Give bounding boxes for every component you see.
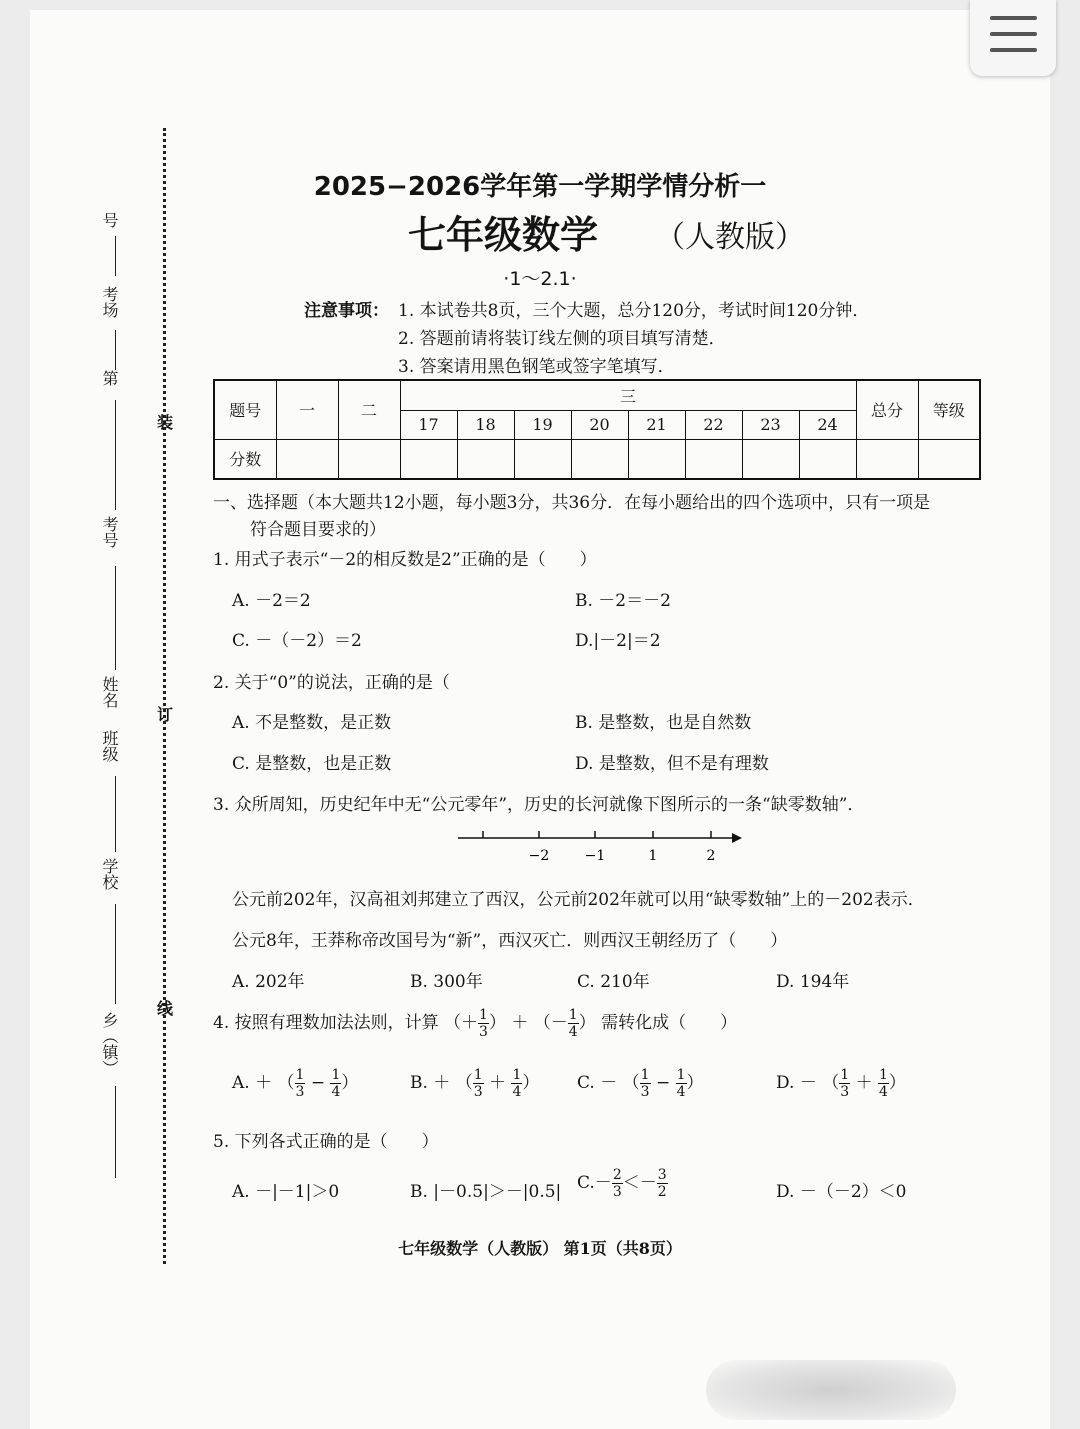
table-head-q24: 24: [799, 411, 856, 440]
note-item: 1. 本试卷共8页，三个大题，总分120分，考试时间120分钟．: [398, 301, 870, 321]
q2-option-c: C. 是整数，也是正数: [232, 754, 392, 774]
score-cell: [514, 439, 571, 479]
score-cell: [628, 439, 685, 479]
score-cell: [457, 439, 514, 479]
town-label: 乡（镇）: [100, 1012, 119, 1076]
room-label: 考场: [100, 286, 119, 318]
binding-dotted-line: [163, 128, 166, 1264]
q2-option-b: B. 是整数，也是自然数: [575, 713, 752, 733]
class-label: 班级: [100, 730, 119, 762]
school-blank: [115, 904, 116, 1004]
q5-option-c: C.－ $\frac{2}{3}$ ＜－ $\frac{3}{2}$: [577, 1167, 667, 1200]
name-label: 姓名: [100, 676, 119, 708]
score-cell: [918, 439, 980, 479]
q3-option-a: A. 202年: [232, 972, 305, 992]
page-footer: 七年级数学（人教版） 第1页（共8页）: [398, 1239, 682, 1258]
edition-label: （人教版）: [655, 220, 805, 255]
q5-option-a: A. －|－1|＞0: [232, 1182, 340, 1202]
q2-option-a: A. 不是整数，是正数: [232, 713, 392, 733]
q3-option-c: C. 210年: [577, 972, 650, 992]
axis-label: 2: [706, 848, 716, 864]
menu-button[interactable]: [970, 0, 1056, 76]
table-head-q21: 21: [628, 411, 685, 440]
q4-option-a: A. ＋ （ $\frac{1}{3}$ − $\frac{1}{4}$ ）: [232, 1067, 359, 1100]
score-cell: [571, 439, 628, 479]
exam-title: 2025−2026学年第一学期学情分析一: [313, 172, 767, 202]
bind-ding: 订: [157, 705, 174, 724]
score-cell: [856, 439, 918, 479]
score-cell: [276, 439, 338, 479]
score-cell: [338, 439, 400, 479]
notes-label: 注意事项：: [304, 301, 389, 321]
bind-zhuang: 装: [157, 413, 174, 432]
table-head-q17: 17: [400, 411, 457, 440]
fraction: $\frac{1}{4}$: [568, 1007, 578, 1040]
section-heading-cont: 符合题目要求的）: [250, 520, 386, 540]
q5-option-d: D. －（－2）＜0: [776, 1182, 907, 1202]
axis-label: −1: [584, 848, 606, 864]
note-item: 2. 答题前请将装订线左侧的项目填写清楚．: [398, 329, 726, 349]
axis-label: −2: [528, 848, 550, 864]
table-head-q20: 20: [571, 411, 628, 440]
exam-no-blank: [115, 400, 116, 510]
q3-option-b: B. 300年: [410, 972, 483, 992]
q2-option-d: D. 是整数，但不是有理数: [575, 754, 769, 774]
blurred-watermark: [706, 1360, 956, 1420]
subject-title: 七年级数学: [408, 212, 599, 257]
q4-option-d: D. － （ $\frac{1}{3}$ ＋ $\frac{1}{4}$ ）: [776, 1067, 906, 1100]
table-head-section-3: 三: [400, 380, 856, 411]
q4-option-b: B. ＋ （ $\frac{1}{3}$ ＋ $\frac{1}{4}$ ）: [410, 1067, 540, 1100]
exam-no-label: 考号: [100, 516, 119, 548]
fraction: $\frac{1}{3}$: [479, 1007, 488, 1040]
score-cell: [400, 439, 457, 479]
question-5-stem: 5. 下列各式正确的是（ ）: [213, 1132, 439, 1152]
school-label: 学校: [100, 858, 119, 890]
q1-option-d: D.|－2|＝2: [575, 631, 661, 651]
q3-context-line-1: 公元前202年，汉高祖刘邦建立了西汉，公元前202年就可以用“缺零数轴”上的－202表示．: [232, 890, 925, 910]
table-head-section-1: 一: [276, 380, 338, 439]
q4-option-c: C. － （ $\frac{1}{3}$ − $\frac{1}{4}$ ）: [577, 1067, 704, 1100]
question-3-stem: 3. 众所周知，历史纪年中无“公元零年”，历史的长河就像下图所示的一条“缺零数轴”．: [213, 795, 865, 815]
table-head-question: 题号: [214, 380, 276, 439]
question-4-stem: 4. 按照有理数加法法则，计算 （＋ $\frac{1}{3}$ ） ＋ （－ $\frac{1}{4}$ ） 需转化成（ ）: [213, 1007, 738, 1040]
q1-option-b: B. －2＝－2: [575, 591, 671, 611]
bind-xian: 线: [157, 999, 174, 1018]
table-head-total: 总分: [856, 380, 918, 439]
q4-stem-pre: 4. 按照有理数加法法则，计算: [213, 1013, 439, 1033]
q3-context-line-2: 公元8年，王莽称帝改国号为“新”，西汉灭亡．则西汉王朝经历了（ ）: [232, 931, 788, 951]
score-table: [213, 379, 981, 480]
table-head-q18: 18: [457, 411, 514, 440]
score-cell: [685, 439, 742, 479]
room-prefix: 第: [100, 370, 119, 386]
town-blank: [115, 1086, 116, 1178]
section-heading: 一、选择题（本大题共12小题，每小题3分，共36分．在每小题给出的四个选项中，只有一项是: [213, 493, 931, 513]
table-head-section-2: 二: [338, 380, 400, 439]
table-score-label: 分数: [214, 439, 276, 479]
missing-zero-number-line: [450, 826, 750, 866]
score-cell: [799, 439, 856, 479]
note-item: 3. 答案请用黑色钢笔或签字笔填写．: [398, 357, 675, 377]
table-head-grade: 等级: [918, 380, 980, 439]
q3-option-d: D. 194年: [776, 972, 850, 992]
table-head-q22: 22: [685, 411, 742, 440]
q5-option-b: B. |－0.5|＞－|0.5|: [410, 1182, 562, 1202]
class-blank: [115, 776, 116, 852]
table-head-q23: 23: [742, 411, 799, 440]
seat-label: 号: [100, 212, 119, 228]
room-blank: [115, 330, 116, 370]
name-blank: [115, 566, 116, 670]
axis-label: 1: [648, 848, 658, 864]
q1-option-c: C. －（－2）＝2: [232, 631, 362, 651]
q1-option-a: A. －2＝2: [232, 591, 311, 611]
question-1-stem: 1. 用式子表示“－2的相反数是2”正确的是（ ）: [213, 550, 597, 570]
score-cell: [742, 439, 799, 479]
q4-stem-post: 需转化成（ ）: [601, 1013, 738, 1033]
question-2-stem: 2. 关于“0”的说法，正确的是（: [213, 673, 450, 693]
scope-label: ·1～2.1·: [503, 268, 577, 290]
table-head-q19: 19: [514, 411, 571, 440]
